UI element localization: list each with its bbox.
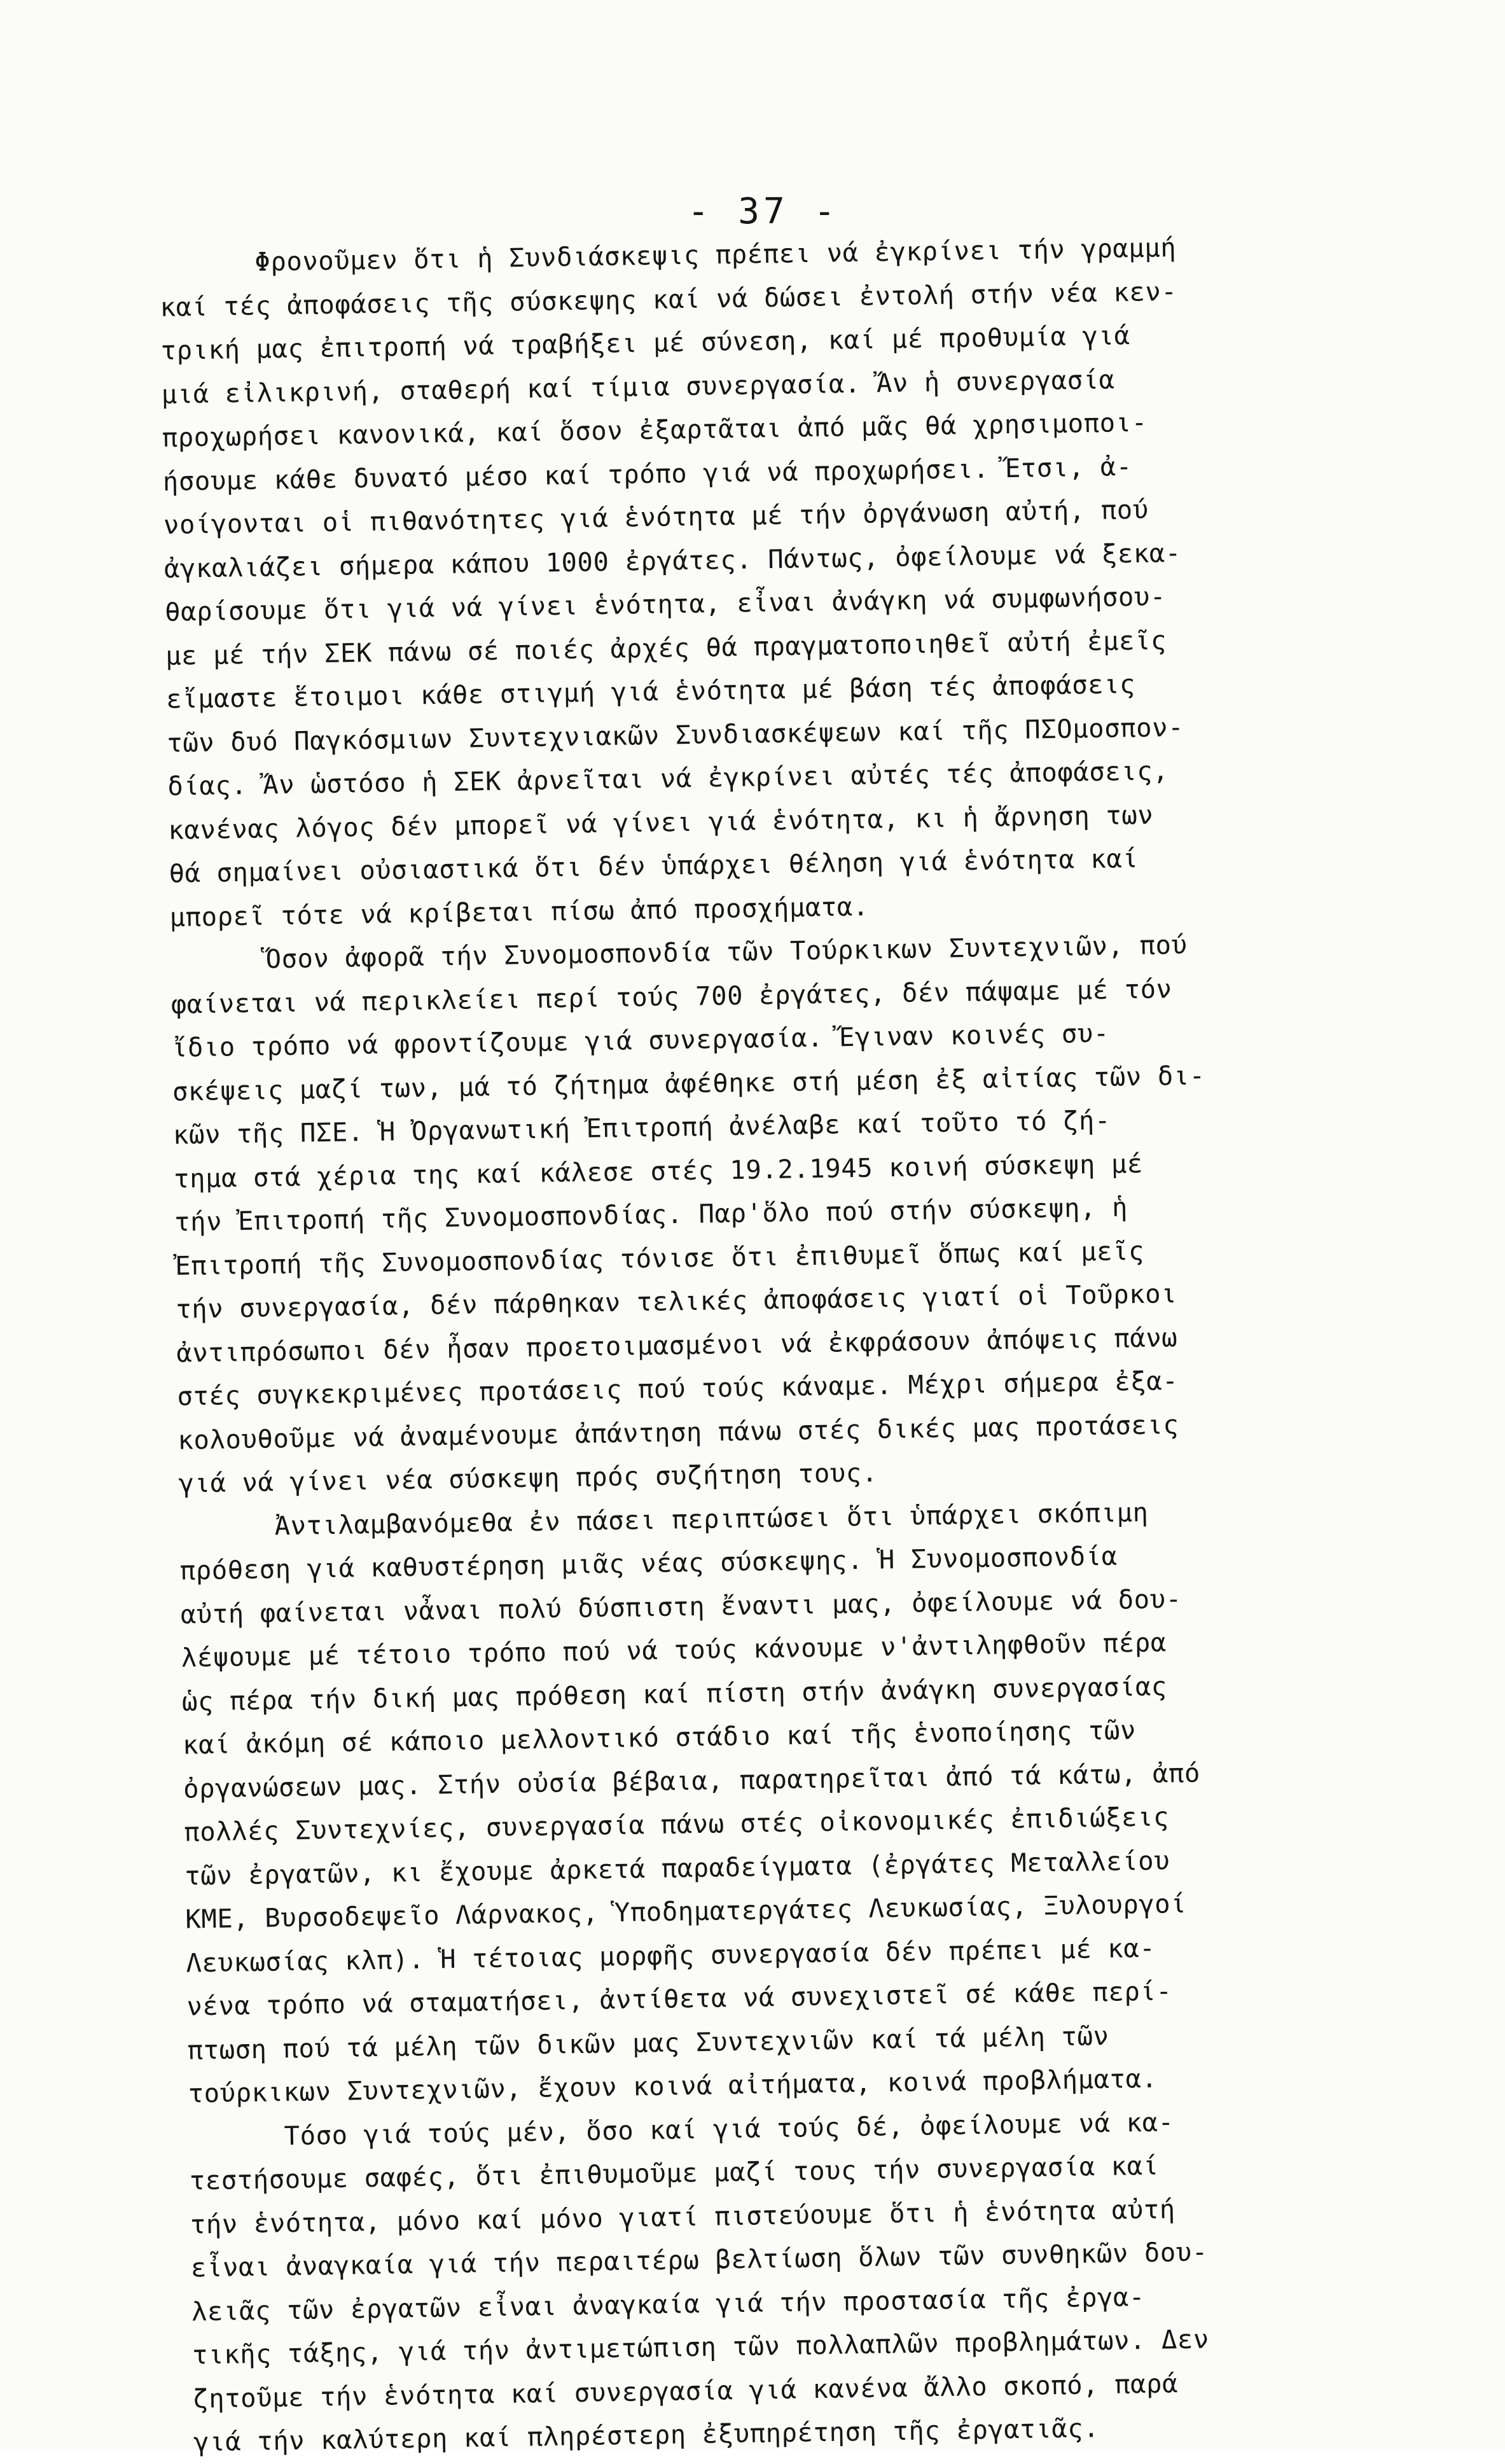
text-line: γιά τήν καλύτερη καί πληρέστερη ἐξυπηρέτηση τῆς ἐργατιᾶς. (193, 2412, 1100, 2458)
text-line: τήν Ἐπιτροπή τῆς Συνομοσπονδίας. Παρ'ὅλο πού στήν σύσκεψη, ἡ (174, 1192, 1128, 1237)
text-line: δίας. Ἄν ὡστόσο ἡ ΣΕΚ ἀρνεῖται νά ἐγκρίνει αὐτές τές ἀποφάσεις, (167, 755, 1169, 802)
text-line: θά σημαίνει οὐσιαστικά ὅτι δέν ὑπάρχει θέληση γιά ἑνότητα καί (169, 842, 1139, 889)
text-line: ἀγκαλιάζει σήμερα κάπου 1000 ἐργάτες. Πάντως, ὀφείλουμε νά ξεκα- (163, 537, 1182, 584)
text-line: ήσουμε κάθε δυνατό μέσο καί τρόπο γιά νά προχωρήσει. Ἔτσι, ἀ- (162, 450, 1133, 497)
text-line: σκέψεις μαζί των, μά τό ζήτημα ἀφέθηκε στή μέση ἐξ αἰτίας τῶν δι- (172, 1059, 1206, 1107)
text-line: τῶν ἐργατῶν, κι ἔχουμε ἀρκετά παραδείγματα (ἐργάτες Μεταλλείου (184, 1844, 1170, 1891)
text-line: Φρονοῦμεν ὅτι ἡ Συνδιάσκεψις πρέπει νά ἐγκρίνει τήν γραμμή (159, 232, 1177, 279)
text-line: ὡς πέρα τήν δική μας πρόθεση καί πίστη στήν ἀνάγκη συνεργασίας (181, 1670, 1168, 1717)
text-line: τήν συνεργασία, δέν πάρθηκαν τελικές ἀποφάσεις γιατί οἱ Τοῦρκοι (175, 1278, 1177, 1325)
text-line: θαρίσουμε ὅτι γιά νά γίνει ἑνότητα, εἶναι ἀνάγκη νά συμφωνήσου- (164, 581, 1167, 627)
text-line: τημα στά χέρια της καί κάλεσε στές 19.2.1945 κοινή σύσκεψη μέ (173, 1148, 1144, 1194)
text-line: κανένας λόγος δέν μπορεῖ νά γίνει γιά ἑνότητα, κι ἡ ἄρνηση των (168, 799, 1154, 846)
text-line: λειᾶς τῶν ἐργατῶν εἶναι ἀναγκαία γιά τήν προστασία τῆς ἐργα- (191, 2281, 1146, 2327)
text-line: καί ἀκόμη σέ κάποιο μελλοντικό στάδιο καί τῆς ἑνοποίησης τῶν (182, 1715, 1137, 1760)
text-line: φαίνεται νά περικλείει περί τούς 700 ἐργάτες, δέν πάψαμε μέ τόν (170, 973, 1172, 1020)
text-line: κολουθοῦμε νά ἀναμένουμε ἀπάντηση πάνω στές δικές μας προτάσεις (177, 1409, 1179, 1456)
page-number: - 37 - (687, 191, 840, 232)
text-line: τούρκικων Συντεχνιῶν, ἔχουν κοινά αἰτήματα, κοινά προβλήματα. (188, 2063, 1158, 2109)
text-line: λέψουμε μέ τέτοιο τρόπο πού νά τούς κάνουμε ν'ἀντιληφθοῦν πέρα (181, 1627, 1167, 1673)
text-line: γιά νά γίνει νέα σύσκεψη πρός συζήτηση τους. (178, 1457, 878, 1499)
text-line: Λευκωσίας κλπ). Ἡ τέτοιας μορφῆς συνεργασία δέν πρέπει μέ κα- (186, 1932, 1156, 1979)
text-line: τεστήσουμε σαφές, ὅτι ἐπιθυμοῦμε μαζί τους τήν συνεργασία καί (189, 2150, 1160, 2196)
body-text (159, 222, 1460, 2464)
text-line: αὐτή φαίνεται νἆναι πολύ δύσπιστη ἔναντι μας, ὀφείλουμε νά δου- (180, 1583, 1182, 1630)
text-line: ζητοῦμε τήν ἑνότητα καί συνεργασία γιά κανένα ἄλλο σκοπό, παρά (192, 2367, 1179, 2414)
text-line: ὀργανώσεων μας. Στήν οὐσία βέβαια, παρατηρεῖται ἀπό τά κάτω, ἀπό (183, 1757, 1201, 1804)
text-line: ΚΜΕ, Βυρσοδεψεῖο Λάρνακος, Ὑποδηματεργάτες Λευκωσίας, Ξυλουργοί (185, 1888, 1187, 1935)
text-line: πολλές Συντεχνίες, συνεργασία πάνω στές οἰκονομικές ἐπιδιώξεις (183, 1801, 1170, 1848)
text-line: Ἐπιτροπή τῆς Συνομοσπονδίας τόνισε ὅτι ἐπιθυμεῖ ὅπως καί μεῖς (174, 1235, 1145, 1281)
text-line: τρική μας ἐπιτροπή νά τραβήξει μέ σύνεση, καί μέ προθυμία γιά (160, 320, 1130, 366)
text-line: Ὅσον ἀφορᾶ τήν Συνομοσπονδία τῶν Τούρκικων Συντεχνιῶν, πού (170, 929, 1188, 976)
text-line: νοίγονται οἱ πιθανότητες γιά ἑνότητα μέ τήν ὀργάνωση αὐτή, πού (163, 494, 1149, 540)
text-line: Τόσο γιά τούς μέν, ὅσο καί γιά τούς δέ, ὀφείλουμε νά κα- (188, 2106, 1174, 2153)
text-line: προχωρήσει κανονικά, καί ὅσον ἐξαρτᾶται ἀπό μᾶς θά χρησιμοποι- (162, 407, 1148, 453)
text-line: Ἀντιλαμβανόμεθα ἐν πάσει περιπτώσει ὅτι ὑπάρχει σκόπιμη (179, 1496, 1149, 1543)
text-line: ἴδιο τρόπο νά φροντίζουμε γιά συνεργασία. Ἔγιναν κοινές συ- (171, 1017, 1110, 1063)
text-line: πρόθεση γιά καθυστέρηση μιᾶς νέας σύσκεψης. Ἡ Συνομοσπονδία (179, 1540, 1118, 1586)
text-line: εἶναι ἀναγκαία γιά τήν περαιτέρω βελτίωση ὅλων τῶν συνθηκῶν δου- (190, 2236, 1209, 2283)
text-line: πτωση πού τά μέλη τῶν δικῶν μας Συντεχνιῶν καί τά μέλη τῶν (187, 2020, 1109, 2066)
text-line: στές συγκεκριμένες προτάσεις πού τούς κάναμε. Μέχρι σήμερα ἐξα- (177, 1365, 1179, 1412)
text-line: τῶν δυό Παγκόσμιων Συντεχνιακῶν Συνδιασκέψεων καί τῆς ΠΣΟμοσπον- (166, 711, 1184, 758)
text-line: ἀντιπρόσωποι δέν ἦσαν προετοιμασμένοι νά ἐκφράσουν ἀπόψεις πάνω (176, 1321, 1178, 1368)
text-line: τήν ἑνότητα, μόνο καί μόνο γιατί πιστεύουμε ὅτι ἡ ἑνότητα αὐτή (190, 2193, 1176, 2240)
text-line: μπορεῖ τότε νά κρίβεται πίσω ἀπό προσχήματα. (169, 891, 870, 933)
text-line: με μέ τήν ΣΕΚ πάνω σέ ποιές ἀρχές θά πραγματοποιηθεῖ αὐτή ἐμεῖς (165, 624, 1167, 671)
text-line: εἴμαστε ἕτοιμοι κάθε στιγμή γιά ἑνότητα μέ βάση τές ἀποφάσεις (165, 668, 1136, 714)
text-line: κῶν τῆς ΠΣΕ. Ἡ Ὀργανωτική Ἐπιτροπή ἀνέλαβε καί τοῦτο τό ζή- (172, 1104, 1111, 1150)
text-line: μιά εἰλικρινή, σταθερή καί τίμια συνεργασία. Ἄν ἡ συνεργασία (161, 363, 1115, 410)
text-line: καί τές ἀποφάσεις τῆς σύσκεψης καί νά δώσει ἐντολή στήν νέα κεν- (160, 275, 1177, 323)
text-line: τικῆς τάξης, γιά τήν ἀντιμετώπιση τῶν πολλαπλῶν προβλημάτων. Δεν (191, 2323, 1210, 2370)
text-line: νένα τρόπο νά σταματήσει, ἀντίθετα νά συνεχιστεῖ σέ κάθε περί- (186, 1975, 1172, 2022)
